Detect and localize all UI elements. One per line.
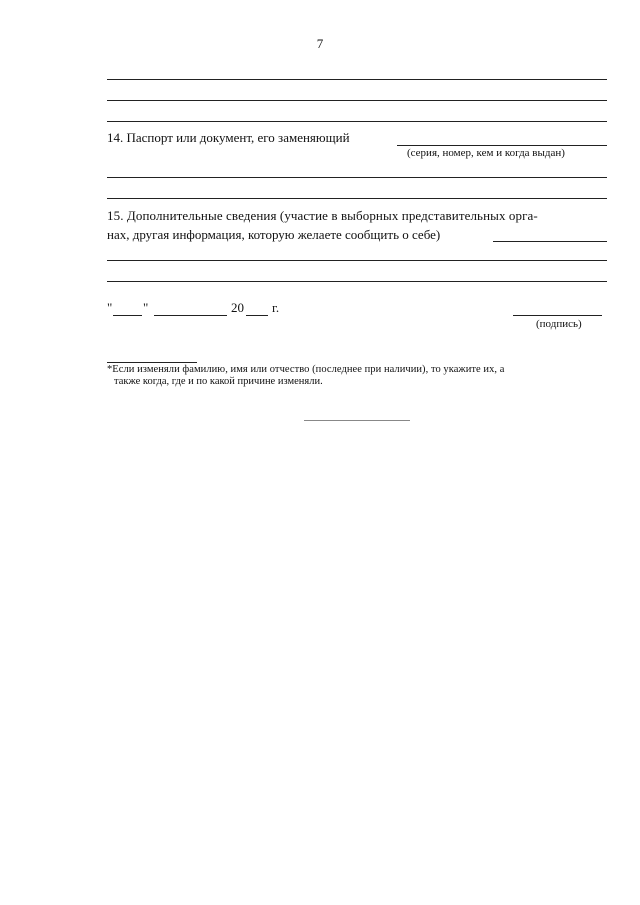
page-end-divider — [304, 420, 410, 421]
additional-info-field-line[interactable] — [493, 241, 607, 242]
item-15-line-1: 15. Дополнительные сведения (участие в выборных представительных орга- — [107, 208, 538, 223]
footnote-separator — [107, 362, 197, 363]
date-year-line[interactable] — [246, 315, 268, 316]
passport-field-hint: (серия, номер, кем и когда выдан) — [407, 147, 565, 159]
footnote-line-1: *Если изменяли фамилию, имя или отчество (последнее при наличии), то укажите их, а — [107, 364, 505, 375]
footnote-line-2: также когда, где и по какой причине изменяли. — [114, 376, 323, 387]
blank-line[interactable] — [107, 281, 607, 282]
blank-line[interactable] — [107, 198, 607, 199]
item-14-label: 14. Паспорт или документ, его заменяющий — [107, 130, 350, 145]
blank-line[interactable] — [107, 260, 607, 261]
blank-line[interactable] — [107, 100, 607, 101]
date-close-quote: " — [143, 300, 149, 315]
signature-line[interactable] — [513, 315, 602, 316]
date-year-prefix: 20 — [231, 300, 244, 315]
item-15-line-2: нах, другая информация, которую желаете сообщить о себе) — [107, 227, 441, 242]
blank-line[interactable] — [107, 79, 607, 80]
date-month-line[interactable] — [154, 315, 227, 316]
date-day-line[interactable] — [113, 315, 142, 316]
blank-line[interactable] — [107, 121, 607, 122]
blank-line[interactable] — [107, 177, 607, 178]
signature-hint: (подпись) — [536, 318, 582, 330]
date-year-suffix: г. — [272, 300, 280, 315]
date-open-quote: " — [107, 300, 113, 315]
passport-field-line[interactable] — [397, 145, 607, 146]
page-number: 7 — [316, 36, 324, 51]
